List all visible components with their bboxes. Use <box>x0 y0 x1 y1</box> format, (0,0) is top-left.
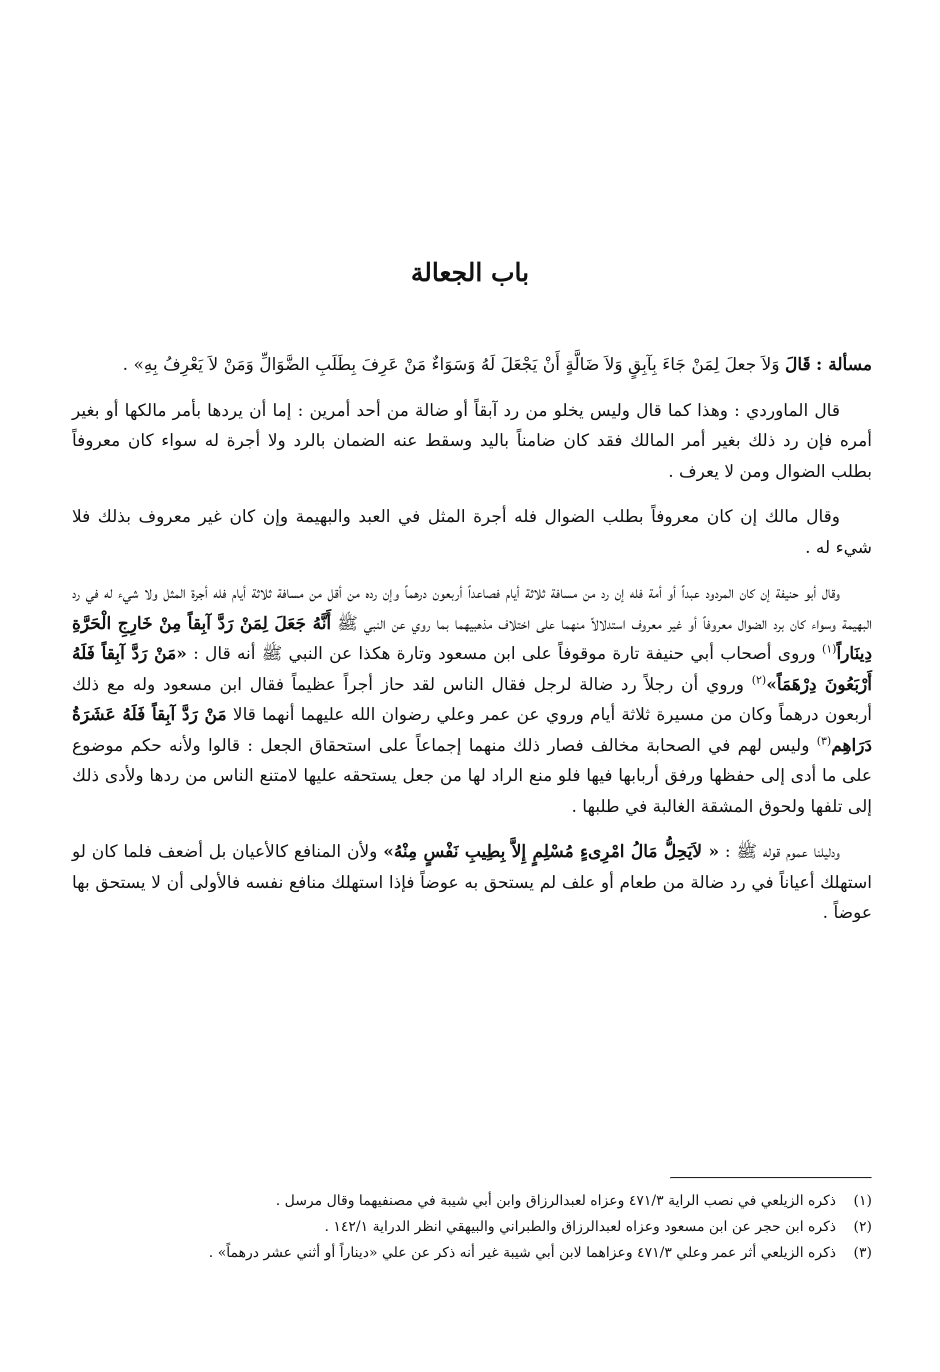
evidence-text-2: ولأن المنافع كالأعيان بل أضعف فلما كان لو استهلك أعياناً في رد ضالة من طعام أو علف لم يستحق به عوضاً فإذا استهلك منافع نفسه فالأولى أن لا يستحق بها عوضاً . <box>72 842 872 923</box>
hadith-quote-2: «مَنْ رَدَّ آبِقاً فَلَهُ أَرْبَعُونَ دِرْهَمَاً» <box>72 644 872 695</box>
chapter-heading: باب الجعالة <box>410 258 530 287</box>
abu-hanifa-text-3: وروي أن رجلاً رد ضالة لرجل فقال الناس لقد حاز أجراً عظيماً فقال ابن مسعود وله مع ذلك أربعون درهماً وكان من مسيرة ثلاثة أيام وروي عن عمر وعلي رضوان الله عليهما أنهما قالا <box>72 674 873 725</box>
paragraph-evidence <box>72 837 872 929</box>
footnote-number: (٣) <box>853 1245 872 1261</box>
paragraph-mawardi: قال الماوردي : وهذا كما قال وليس يخلو من رد آبقاً أو ضالة من أحد أمرين : إما أن يردها بأمر مالكها أو بغير أمره فإن رد ذلك بغير أمر المالك فقد كان ضامناً باليد وسقط عنه الضمان بالرد ولا أجرة له سواء كان معروفاً بطلب الضوال ومن لا يعرف . <box>72 400 872 482</box>
qala-keyword: قَالَ <box>784 355 811 375</box>
footnote-3 <box>72 1240 872 1266</box>
footnote-ref-1: (١) <box>821 642 837 656</box>
footnote-ref-3: (٣) <box>816 733 832 747</box>
abu-hanifa-text-4: وليس لهم في الصحابة مخالف فصار ذلك منهما إجماعاً على استحقاق الجعل : قالوا ولأنه حكم موضوع على ما أدى إلى حفظها ورفق أربابها فيها فلو منع الراد لها من جعل يستحقه عليها لامتنع الناس من ردها ولأدى ذلك إلى تلفها ولحوق المشقة الغالبة في طلبها . <box>72 735 872 817</box>
paragraph-malik: وقال مالك إن كان معروفاً بطلب الضوال فله أجرة المثل في العبد والبهيمة وإن كان غير معروف بذلك فلا شيء له . <box>72 507 872 558</box>
footnote-text: ذكره الزيلعي في نصب الراية ٤٧١/٣ وعزاه لعبدالرزاق وابن أبي شيبة في مصنفيهما وقال مرسل . <box>275 1193 836 1209</box>
hadith-quote-4: « لاَيَحِلُّ مَالُ امْرِىءٍ مُسْلِمٍ إِلاَّ بِطِيبِ نَفْسٍ مِنْهُ» <box>383 842 720 862</box>
footnote-ref-2: (٢) <box>751 672 767 686</box>
masala-keyword: مسألة : <box>816 355 872 375</box>
hadith-quote-1: أَنَّهُ جَعَلَ لِمَنْ رَدَّ آبِقاً مِنْ خَارِجِ الْحَرَّةِ دِينَاراً <box>72 613 873 664</box>
hadith-quote-3: مَنْ رَدَّ آبِقاً فَلَهُ عَشَرَةُ دَرَاهِم <box>72 705 872 756</box>
footnote-text: ذكره ابن حجر عن ابن مسعود وعزاه لعبدالرزاق والطبراني والبيهقي انظر الدراية ١٤٢/١ . <box>324 1219 836 1235</box>
footnotes <box>72 1188 872 1266</box>
paragraph-abu-hanifa <box>72 578 872 822</box>
evidence-text-1: ودليلنا عموم قوله ﷺ : <box>724 842 840 862</box>
footnote-divider <box>670 1177 872 1179</box>
footnote-number: (١) <box>853 1193 872 1209</box>
footnote-1 <box>72 1188 872 1214</box>
body-text <box>72 350 872 944</box>
footnote-text: ذكره الزيلعي أثر عمر وعلي ٤٧١/٣ وعزاهما لابن أبي شيبة غير أنه ذكر عن علي «ديناراً أو أثني عشر درهماً» . <box>208 1245 836 1261</box>
footnote-number: (٢) <box>853 1219 872 1235</box>
footnote-2 <box>72 1214 872 1240</box>
paragraph-masala <box>72 350 872 381</box>
masala-text: وَلاَ جعلَ لِمَنْ جَاءَ بِآبِقٍ وَلاَ ضَالَّةٍ أَنْ يَجْعَلَ لَهُ وَسَوَاءٌ مَنْ عَرِفَ بِطَلَبِ الضَّوَالِّ وَمَنْ لاَ يَعْرِفُ بِهِ» . <box>122 355 780 375</box>
abu-hanifa-text-2: وروى أصحاب أبي حنيفة تارة موقوفاً على ابن مسعود وتارة هكذا عن النبي ﷺ أنه قال : <box>193 644 816 664</box>
abu-hanifa-text-1: وقال أبو حنيفة إن كان المردود عبداً أو أمة فله إن رد من مسافة ثلاثة أيام فصاعداً أربعون درهماً وإن رده من أقل من مسافة ثلاثة أيام فله أجرة المثل ولا شيء له في رد البهيمة وسواء كان برد الضوال معروفاً أو غير معروف استدلالاً منهما على اختلاف مذهبيهما بما روي عن النبي ﷺ <box>72 583 872 634</box>
